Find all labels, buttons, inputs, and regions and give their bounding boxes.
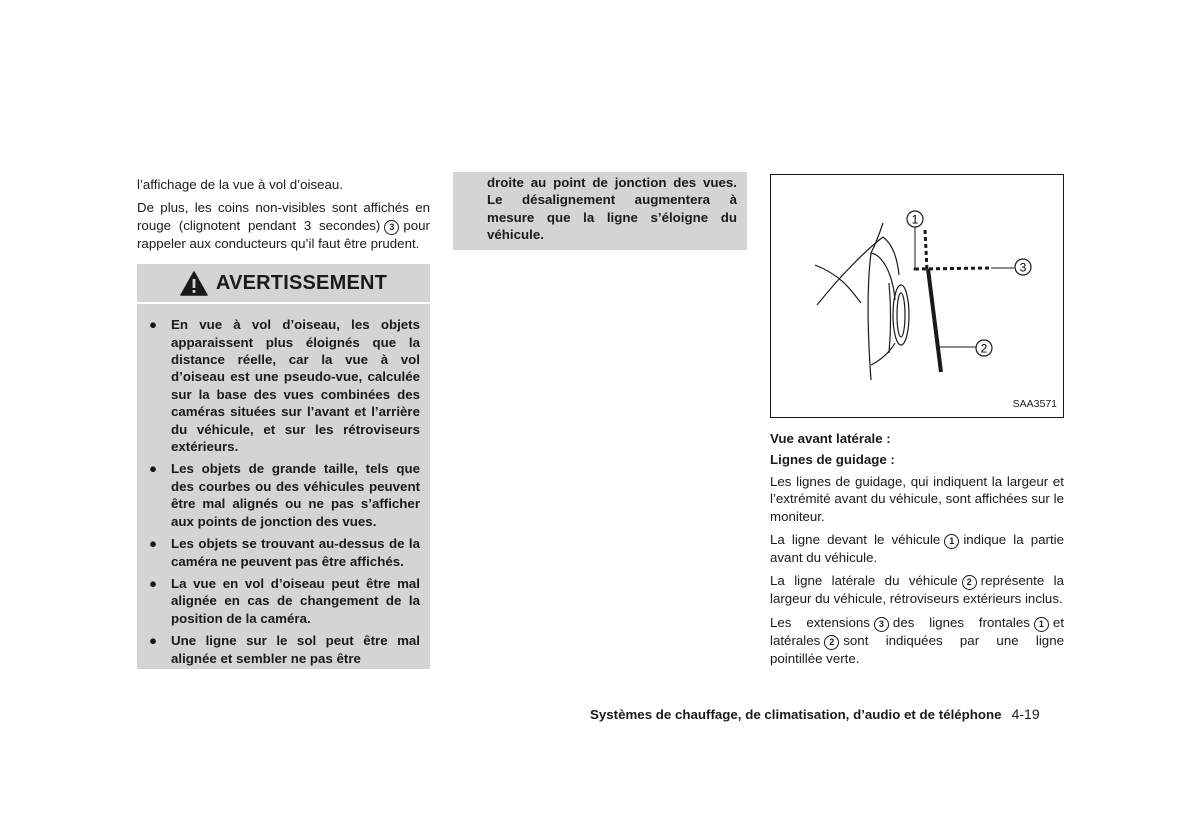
figure-code: SAA3571 [1012,397,1057,410]
text: pour rappeler aux conducteurs qu’il faut être prudent. [137,217,430,251]
callout-number: 1 [1034,617,1049,632]
heading: Vue avant latérale : [770,431,891,446]
warning-header [137,264,430,304]
bullet: ● [149,536,158,552]
warning-triangle-icon [180,271,208,296]
paragraph: l’affichage de la vue à vol d’oiseau. [137,177,343,192]
section-title: Systèmes de chauffage, de climatisation, d’audio et de téléphone [590,707,1002,722]
text: et latérales [770,614,1065,648]
text: La ligne devant le véhicule [770,532,941,548]
paragraph: droite au point de jonction des vues. Le désalignement augmentera à mesure que la ligne s’éloigne du véhicule. [487,175,737,243]
warning-list [137,304,430,669]
guide-lines-figure [770,174,1064,418]
callout-number: 2 [824,635,839,650]
text: représente la largeur du véhicule, rétroviseurs extérieurs inclus. [770,573,1064,607]
paragraph: Les lignes de guidage, qui indiquent la largeur et l’extrémité avant du véhicule, sont affichées sur le moniteur. [770,473,1064,524]
text: La vue en vol d’oiseau peut être mal alignée en cas de changement de la position de la caméra. [171,575,420,626]
guide-lines-illustration [771,175,1063,417]
heading: Lignes de guidage : [770,452,895,468]
text: En vue à vol d’oiseau, les objets apparaissent plus éloignés que la distance réelle, car la vue à vol d’oiseau est une pseudo-vue, calculée sur la base des vues combinées des caméras situées sur l’avant et l’arrière du véhicule, et sur les rétroviseurs extérieurs. [171,317,420,455]
list-item [147,575,420,627]
page-footer [590,706,1040,722]
warning-title: AVERTISSEMENT [215,271,388,294]
callout-number: 1 [944,534,959,549]
left-column [137,176,430,669]
list-item [147,460,420,530]
page-number: 4-19 [1011,706,1040,722]
text: De plus, les coins non-visibles sont affichés en rouge (clignotent pendant 3 secondes) [137,200,430,233]
text: sont indiquées par une ligne pointillée verte. [770,632,1064,666]
right-column [770,174,1064,673]
middle-column [453,172,747,250]
list-item [147,632,420,669]
bullet: ● [149,461,158,477]
paragraph [770,572,1064,607]
bullet: ● [149,633,158,649]
text: Les objets se trouvant au-dessus de la caméra ne peuvent pas être affichés. [171,536,420,569]
callout-number: 2 [962,575,977,590]
warning-box-continued [453,172,747,250]
text: Une ligne sur le sol peut être mal alignée et sembler ne pas être [171,633,420,666]
callout-1: 1 [911,212,919,227]
callout-number: 3 [384,220,399,235]
list-item [147,316,420,455]
list-item [147,535,420,570]
text: Les objets de grande taille, tels que des courbes ou des véhicules peuvent être mal alignés ou ne pas s’afficher aux points de jonction des vues. [171,461,420,529]
bullet: ● [149,575,158,591]
text: Les extensions [770,614,870,630]
callout-2: 2 [980,341,988,356]
paragraph [137,199,430,252]
paragraph [770,614,1064,667]
text: La ligne latérale du véhicule [770,573,958,589]
text: des lignes frontales [892,614,1030,630]
callout-number: 3 [874,617,889,632]
warning-box [137,264,430,669]
callout-3: 3 [1019,260,1027,275]
paragraph [770,531,1064,566]
bullet: ● [149,317,158,333]
text: indique la partie avant du véhicule. [770,532,1064,566]
